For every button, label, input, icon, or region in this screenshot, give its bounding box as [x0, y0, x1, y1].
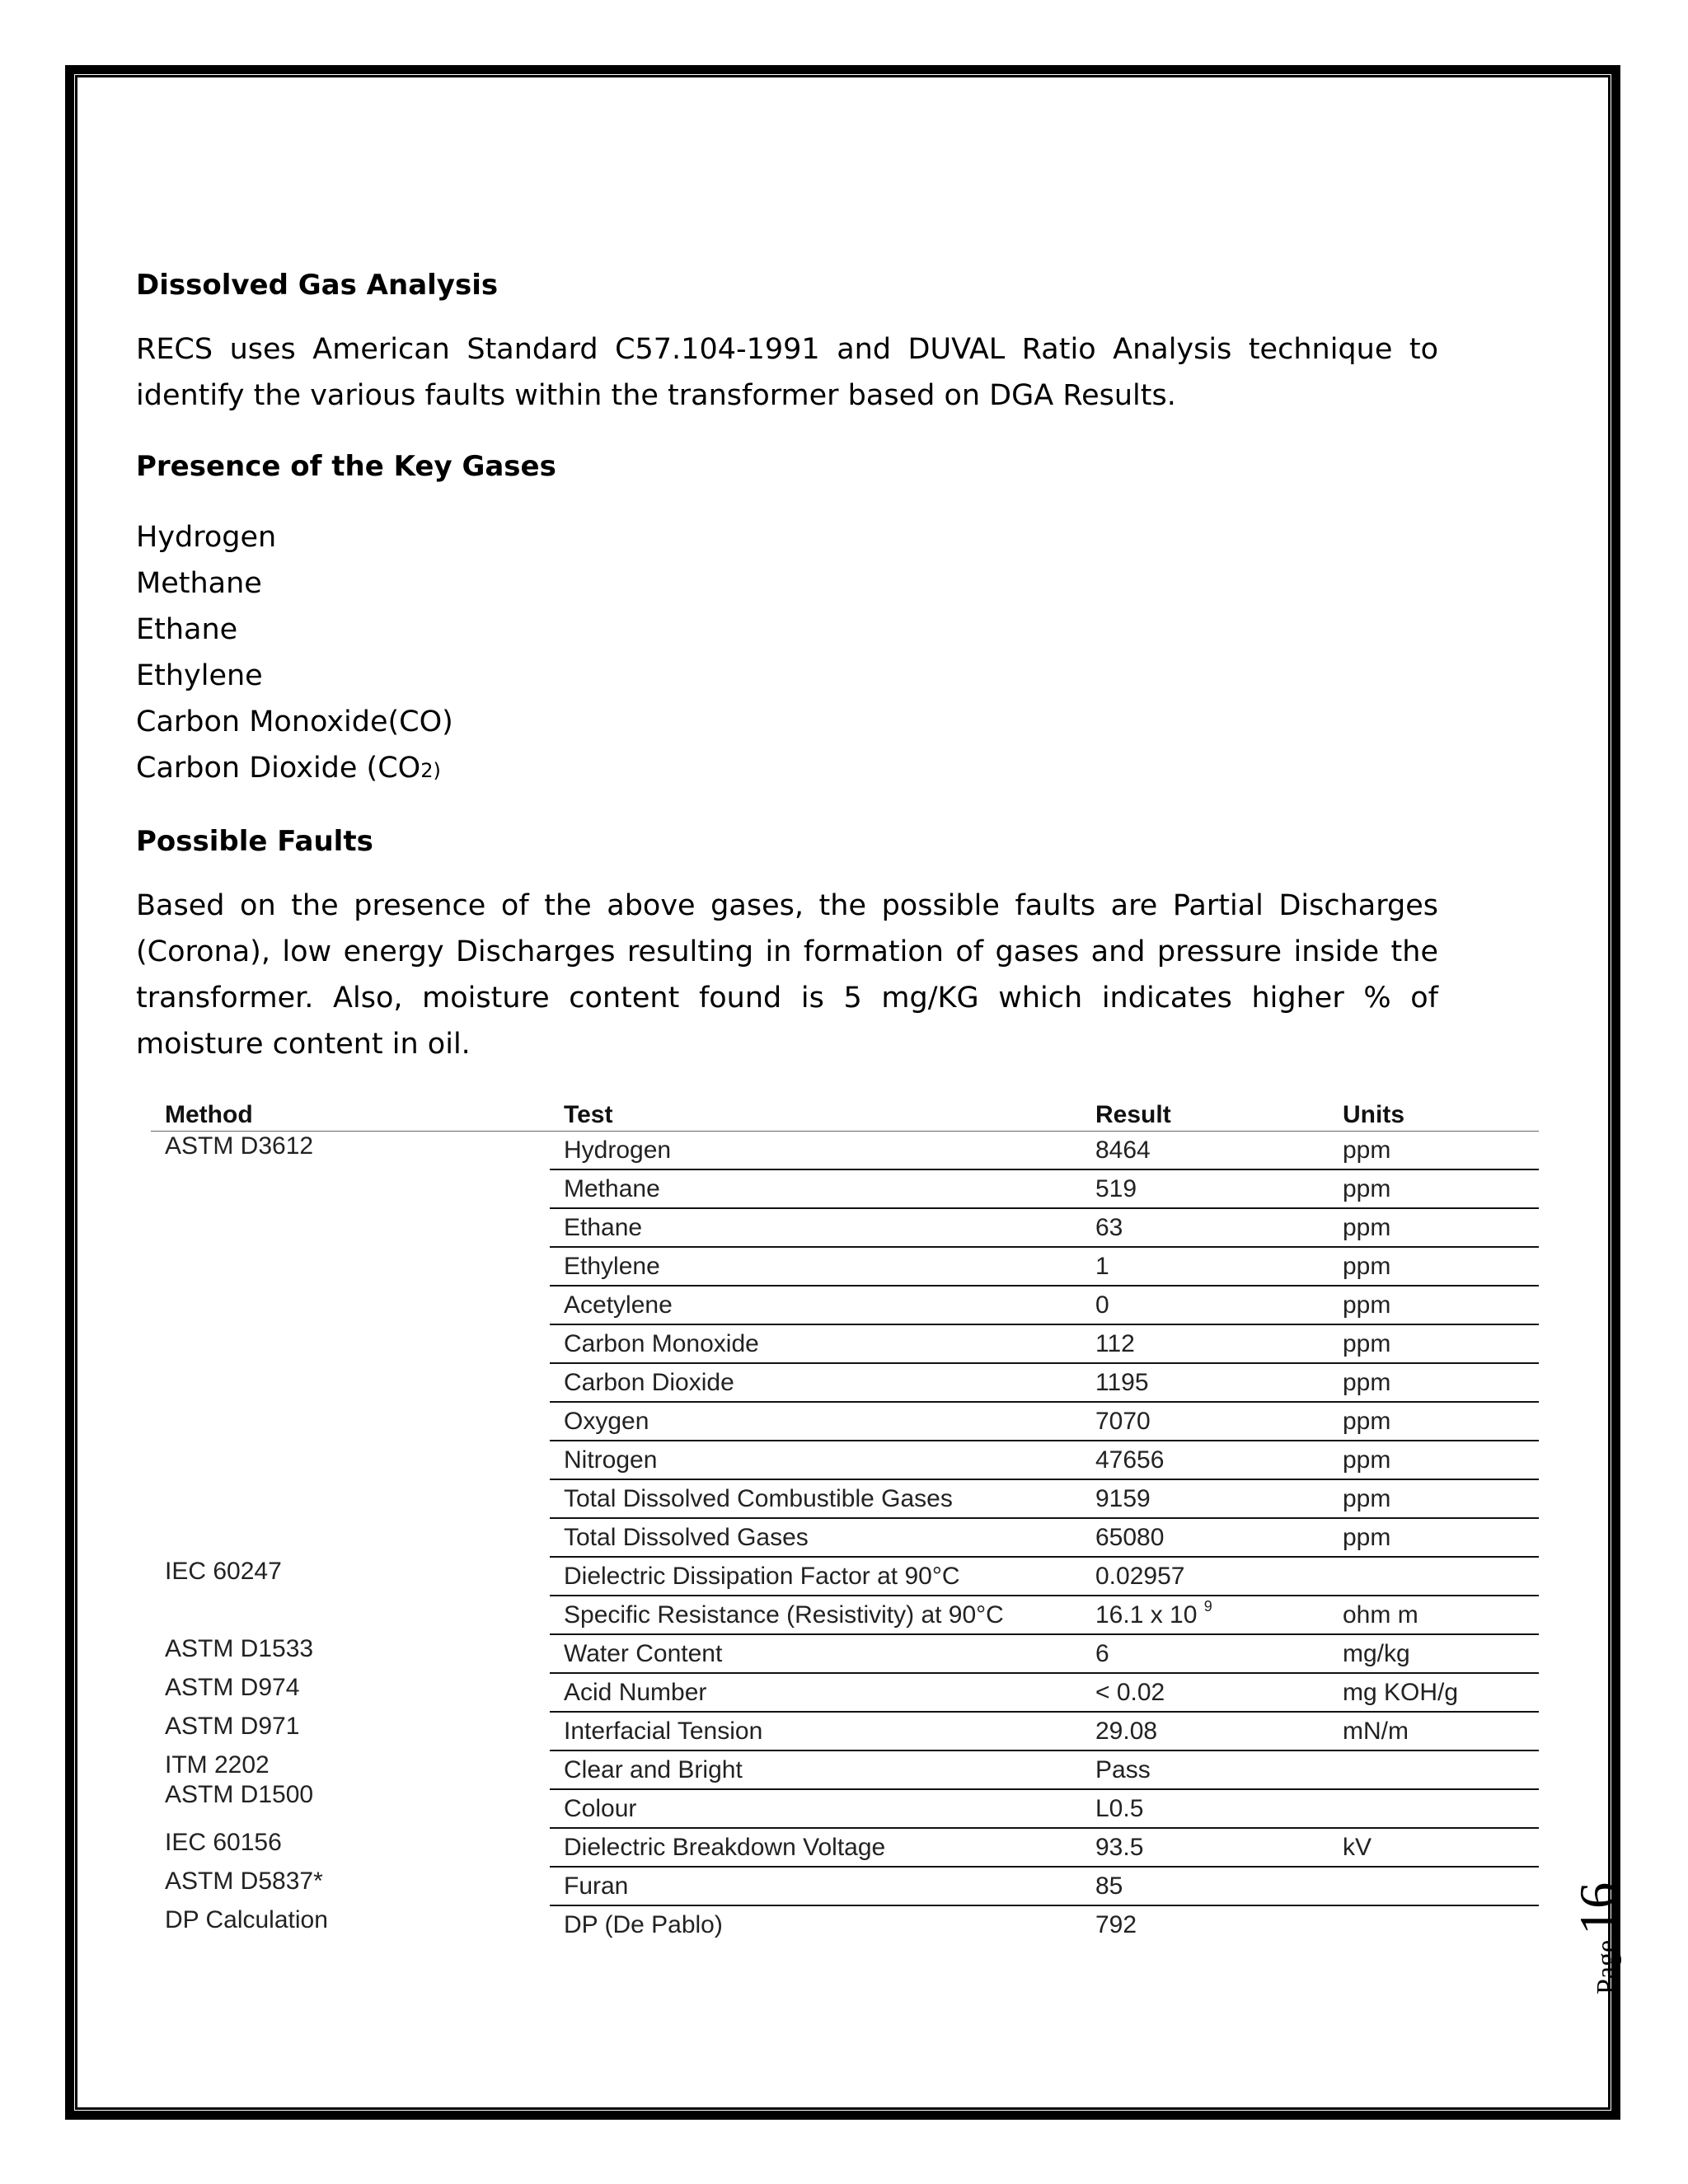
- result-cell: < 0.02: [1081, 1673, 1329, 1712]
- test-cell: Nitrogen: [550, 1441, 1081, 1479]
- section-title: Dissolved Gas Analysis: [136, 269, 499, 302]
- method-cell: IEC 60247: [165, 1558, 282, 1585]
- units-cell: ppm: [1329, 1479, 1539, 1518]
- page-word: Page: [1592, 1939, 1622, 1994]
- test-cell: Colour: [550, 1789, 1081, 1828]
- table-row: [151, 1557, 1539, 1596]
- method-cell: ASTM D971: [165, 1713, 300, 1740]
- page-number-label: [1568, 1882, 1629, 1994]
- units-cell: ppm: [1329, 1286, 1539, 1324]
- units-cell: ppm: [1329, 1324, 1539, 1363]
- units-cell: ppm: [1329, 1169, 1539, 1208]
- result-cell: Pass: [1081, 1750, 1329, 1789]
- list-item: Carbon Monoxide(CO): [136, 705, 453, 738]
- units-cell: mN/m: [1329, 1712, 1539, 1750]
- result-cell: 1195: [1081, 1363, 1329, 1402]
- result-cell: 112: [1081, 1324, 1329, 1363]
- units-cell: ppm: [1329, 1518, 1539, 1557]
- result-cell: 1: [1081, 1247, 1329, 1286]
- result-cell: 0.02957: [1081, 1557, 1329, 1596]
- test-cell: Carbon Dioxide: [550, 1363, 1081, 1402]
- header-result: Result: [1081, 1096, 1329, 1132]
- test-cell: Furan: [550, 1867, 1081, 1905]
- test-cell: Clear and Bright: [550, 1750, 1081, 1789]
- list-item: Ethylene: [136, 659, 263, 692]
- units-cell: kV: [1329, 1828, 1539, 1867]
- units-cell: ohm m: [1329, 1596, 1539, 1634]
- method-cell: ASTM D1533: [165, 1635, 314, 1662]
- units-cell: ppm: [1329, 1247, 1539, 1286]
- units-cell: [1329, 1750, 1539, 1789]
- page-number: 16: [1568, 1882, 1627, 1935]
- intro-paragraph: RECS uses American Standard C57.104-1991 and DUVAL Ratio Analysis technique to identify the various faults within the transformer based on DGA Results.: [136, 333, 1438, 412]
- table-row: [151, 1712, 1539, 1750]
- units-cell: ppm: [1329, 1402, 1539, 1441]
- test-cell: Dielectric Dissipation Factor at 90°C: [550, 1557, 1081, 1596]
- method-astm-d1500: ASTM D1500: [165, 1781, 314, 1808]
- result-cell: 85: [1081, 1867, 1329, 1905]
- result-cell: 7070: [1081, 1402, 1329, 1441]
- test-cell: Methane: [550, 1169, 1081, 1208]
- result-cell: 9159: [1081, 1479, 1329, 1518]
- faults-heading: Possible Faults: [136, 825, 373, 858]
- result-cell: 0: [1081, 1286, 1329, 1324]
- test-cell: DP (De Pablo): [564, 1910, 723, 1938]
- table-header-row: [151, 1096, 1539, 1132]
- result-cell: 519: [1081, 1169, 1329, 1208]
- co2-label: Carbon Dioxide (CO: [136, 752, 421, 785]
- units-cell: ppm: [1329, 1132, 1539, 1170]
- result-cell: [1081, 1596, 1329, 1634]
- units-cell: mg KOH/g: [1329, 1673, 1539, 1712]
- table-row: [151, 1673, 1539, 1712]
- resistivity-value: 16.1 x 10: [1095, 1601, 1198, 1629]
- method-cell: DP Calculation: [165, 1906, 328, 1933]
- list-item: Ethane: [136, 613, 238, 646]
- method-cell: [151, 1750, 550, 1828]
- test-cell: Acid Number: [550, 1673, 1081, 1712]
- result-cell: 63: [1081, 1208, 1329, 1247]
- co2-subscript: 2): [420, 759, 441, 782]
- method-cell: ASTM D974: [165, 1674, 300, 1701]
- test-cell: Oxygen: [550, 1402, 1081, 1441]
- header-test: Test: [550, 1096, 1081, 1132]
- result-cell: 792: [1095, 1910, 1137, 1938]
- test-cell: Specific Resistance (Resistivity) at 90°C: [550, 1596, 1081, 1634]
- table-row: [151, 1750, 1539, 1789]
- units-cell: [1329, 1905, 1539, 1943]
- table-row: [151, 1828, 1539, 1867]
- method-cell: IEC 60156: [165, 1829, 282, 1856]
- list-item: Hydrogen: [136, 521, 277, 554]
- result-cell: 8464: [1081, 1132, 1329, 1170]
- table-row: [151, 1867, 1539, 1905]
- test-cell: Hydrogen: [550, 1132, 1081, 1170]
- result-cell: 47656: [1081, 1441, 1329, 1479]
- method-itm-2202: ITM 2202: [165, 1751, 270, 1779]
- results-table: [151, 1096, 1539, 1943]
- test-cell: Ethylene: [550, 1247, 1081, 1286]
- key-gases-list: [136, 514, 1438, 794]
- table-row: [151, 1905, 1539, 1943]
- header-method: Method: [151, 1096, 550, 1132]
- units-cell: mg/kg: [1329, 1634, 1539, 1673]
- test-cell: Carbon Monoxide: [550, 1324, 1081, 1363]
- test-cell: Water Content: [550, 1634, 1081, 1673]
- test-cell: Acetylene: [550, 1286, 1081, 1324]
- units-cell: ppm: [1329, 1441, 1539, 1479]
- header-units: Units: [1329, 1096, 1539, 1132]
- result-cell: L0.5: [1081, 1789, 1329, 1828]
- units-cell: ppm: [1329, 1363, 1539, 1402]
- units-cell: ppm: [1329, 1208, 1539, 1247]
- list-item: Methane: [136, 567, 262, 600]
- list-item: [136, 745, 1438, 794]
- table-row: [151, 1132, 1539, 1170]
- units-cell: [1329, 1557, 1539, 1596]
- result-cell: 6: [1081, 1634, 1329, 1673]
- test-cell: Dielectric Breakdown Voltage: [550, 1828, 1081, 1867]
- method-cell: ASTM D3612: [165, 1132, 314, 1160]
- key-gases-heading: Presence of the Key Gases: [136, 450, 556, 483]
- result-cell: 93.5: [1081, 1828, 1329, 1867]
- document-body: [136, 262, 1438, 1085]
- result-cell: 29.08: [1081, 1712, 1329, 1750]
- results-table-container: [151, 1096, 1539, 1943]
- method-cell: ASTM D5837*: [165, 1868, 323, 1895]
- test-cell: Total Dissolved Combustible Gases: [550, 1479, 1081, 1518]
- faults-paragraph: Based on the presence of the above gases, the possible faults are Partial Discharges (Corona), low energy Discharges resulting in formation of gases and pressure inside the transformer. Also, moisture content found is 5 mg/KG which indicates higher % of moisture content in oil.: [136, 889, 1438, 1061]
- table-row: [151, 1634, 1539, 1673]
- units-cell: [1329, 1867, 1539, 1905]
- result-cell: 65080: [1081, 1518, 1329, 1557]
- test-cell: Total Dissolved Gases: [550, 1518, 1081, 1557]
- units-cell: [1329, 1789, 1539, 1828]
- test-cell: Ethane: [550, 1208, 1081, 1247]
- resistivity-exponent: 9: [1203, 1597, 1212, 1615]
- test-cell: Interfacial Tension: [550, 1712, 1081, 1750]
